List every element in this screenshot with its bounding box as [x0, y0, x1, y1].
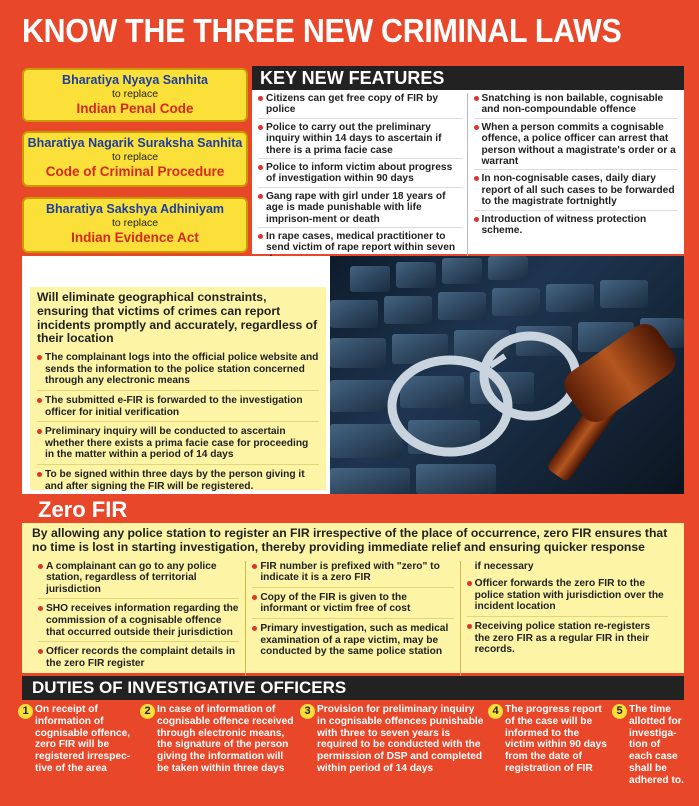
duty-item: [484, 704, 608, 787]
new-law-name: Bharatiya Nagarik Suraksha Sanhita: [27, 136, 243, 150]
key-features-panel: [252, 66, 684, 254]
replace-text: to replace: [111, 88, 159, 100]
old-law-name: Indian Penal Code: [76, 101, 194, 116]
number-badge: 5: [612, 704, 627, 719]
zero-fir-point: SHO receives information regarding the commission of a cognisable offence that occurred outside their jurisdiction: [38, 603, 239, 642]
feature-item: In rape cases, medical practitioner to send victim of rape report within seven: [258, 231, 463, 267]
duty-item: [608, 704, 686, 787]
efir-intro: Will eliminate geographical constraints, ensuring that victims of crimes can report incidents promptly and accurately, regardless of their location: [37, 290, 318, 346]
law-box-3: [22, 197, 248, 253]
old-law-name: Code of Criminal Procedure: [45, 164, 225, 179]
replace-text: to replace: [111, 217, 159, 229]
feature-item: Police to inform victim about progress of investigation within 90 days: [258, 162, 463, 188]
feature-item: Introduction of witness protection scheme.: [474, 214, 679, 239]
zero-fir-point: A complainant can go to any police station, regardless of territorial jurisdiction: [38, 561, 239, 600]
feature-item: Snatching is non bailable, cognisable and non-compoundable offence: [474, 93, 679, 119]
duties-heading: DUTIES OF INVESTIGATIVE OFFICERS: [22, 676, 684, 700]
old-law-name: Indian Evidence Act: [71, 230, 199, 245]
key-features-heading: KEY NEW FEATURES: [252, 66, 684, 90]
duty-item: [18, 704, 136, 787]
duty-item: [136, 704, 296, 787]
handcuffs-gavel-keyboard-image: [330, 256, 684, 494]
zero-fir-column-2: [245, 561, 459, 677]
efir-point: The complainant logs into the official police website and sends the information to the police station concerned through any electronic means: [37, 352, 319, 391]
law-box-2: [22, 131, 248, 187]
zero-fir-point: FIR number is prefixed with "zero" to indicate it is a zero FIR: [252, 561, 453, 588]
duty-text: In case of information of cognisable offence received through electronic means, the signature of the person giving the information will be taken within three days: [157, 704, 294, 774]
number-badge: 2: [140, 704, 155, 719]
feature-item: Citizens can get free copy of FIR by police: [258, 93, 463, 119]
efir-point: The submitted e-FIR is forwarded to the investigation officer for initial verification: [37, 395, 319, 422]
duties-list: [18, 704, 686, 787]
key-features-left-column: [258, 93, 468, 270]
zero-fir-intro: By allowing any police station to register an FIR irrespective of the place of occurrence, zero FIR ensures that no time is lost in starting investigation, thereby providing immediate relief and ensuring quicker response: [32, 526, 668, 554]
duty-text: The time allotted for investiga-tion of each case shall be adhered to.: [629, 704, 684, 786]
zero-fir-continuation: if necessary: [474, 560, 534, 572]
zero-fir-column-1: [32, 561, 245, 677]
new-law-name: Bharatiya Sakshya Adhiniyam: [45, 202, 225, 216]
duty-text: Provision for preliminary inquiry in cognisable offences punishable with three to seven years is required to be conducted with the permission of DSP and completed within period of 14 days: [317, 704, 484, 774]
number-badge: 1: [18, 704, 33, 719]
zero-fir-point: Copy of the FIR is given to the informant or victim free of cost: [252, 592, 453, 619]
zero-fir-point: Officer forwards the zero FIR to the police station with jurisdiction over the incident location: [467, 578, 668, 617]
key-features-right-column: [468, 93, 679, 270]
efir-heading: E-FIR: [42, 259, 100, 284]
zero-fir-point: Receiving police station re-registers the zero FIR as a regular FIR in their records.: [467, 621, 668, 659]
zero-fir-point: Officer records the complaint details in the zero FIR register: [38, 646, 239, 672]
feature-item: When a person commits a cognisable offence, a police officer can arrest that person without a magistrate's order or a warrant: [474, 122, 679, 171]
duty-item: [296, 704, 484, 787]
replace-text: to replace: [111, 151, 159, 163]
zero-fir-column-3: [460, 561, 674, 677]
number-badge: 4: [488, 704, 503, 719]
zero-fir-section: [22, 523, 684, 673]
duty-text: The progress report of the case will be informed to the victim within 90 days from the date of registration of FIR: [505, 704, 607, 774]
duty-text: On receipt of information of cognisable offence, zero FIR will be registered irrespec-tive of the area: [35, 704, 131, 774]
zero-fir-heading: Zero FIR: [38, 497, 128, 522]
page-title: KNOW THE THREE NEW CRIMINAL LAWS: [22, 12, 622, 49]
efir-content: [30, 287, 326, 490]
feature-item: Gang rape with girl under 18 years of age is made punishable with life imprison-ment or death: [258, 191, 463, 228]
new-law-name: Bharatiya Nyaya Sanhita: [62, 73, 208, 87]
zero-fir-point: Primary investigation, such as medical examination of a rape victim, may be conducted by the same police station: [252, 623, 453, 661]
efir-point: To be signed within three days by the person giving it and after signing the FIR will be registered.: [37, 469, 319, 495]
feature-item: Police to carry out the preliminary inquiry within 14 days to ascertain if there is a prima facie case: [258, 122, 463, 159]
keyboard-illustration: [330, 256, 684, 494]
feature-item: In non-cognisable cases, daily diary report of all such cases to be forwarded to the magistrate fortnightly: [474, 173, 679, 210]
efir-point: Preliminary inquiry will be conducted to ascertain whether there exists a prima facie case for proceeding in the matter within a period of 14 days: [37, 426, 319, 465]
number-badge: 3: [300, 704, 315, 719]
law-box-1: [22, 68, 248, 122]
